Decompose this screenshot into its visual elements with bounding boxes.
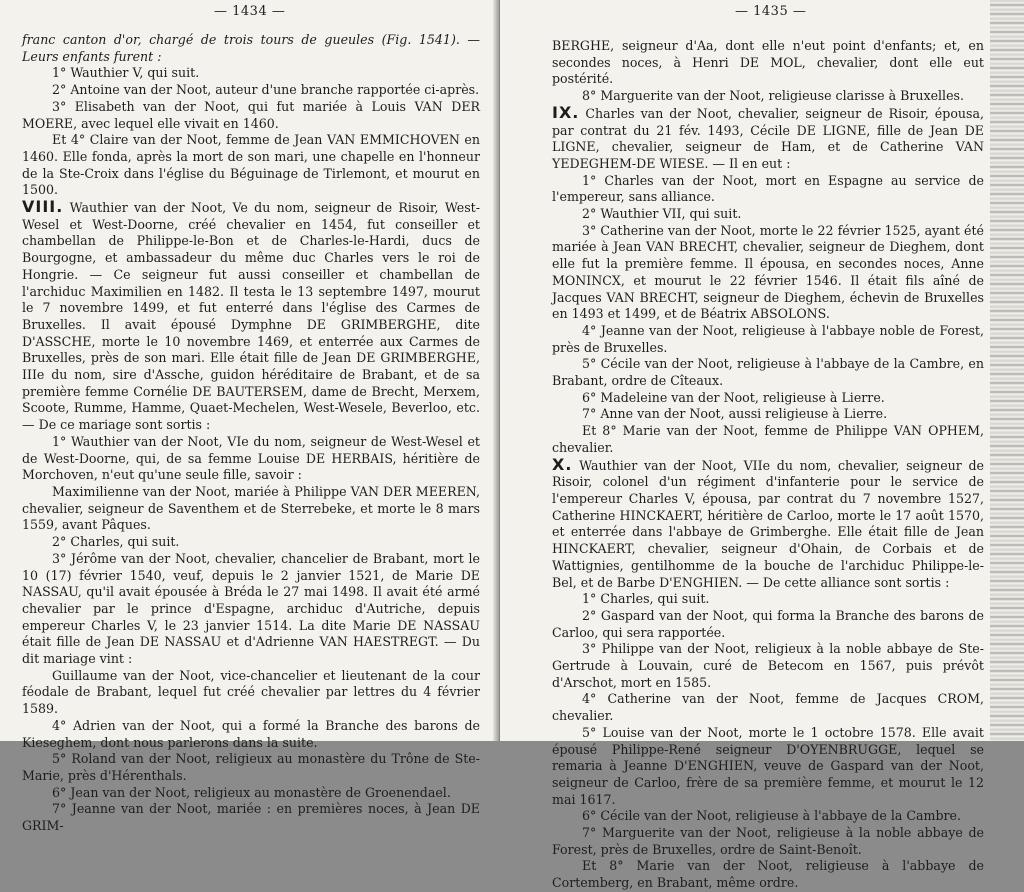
left-page-text [22,32,480,835]
text-line: 3° Philippe van der Noot, religieux à la noble abbaye de Ste-Gertrude à Louvain, curé de Betecom en 1567, puis prévôt d'Arschot, mort en 1585. [552,641,984,690]
text-line: 3° Catherine van der Noot, morte le 22 février 1525, ayant été mariée à Jean VAN BRECHT, chevalier, seigneur de Dieghem, dont elle fut la première femme. Il épousa, en secondes noces, Anne MONINCX, et mourut le 22 février 1546. Il était fils aîné de Jacques VAN BRECHT, seigneur de Dieghem, échevin de Bruxelles en 1493 et 1499, et de Béatrix ABSOLONS. [552,222,984,322]
generation-numeral: VIII. [22,197,64,217]
text-line: 3° Elisabeth van der Noot, qui fut mariée à Louis VAN DER MOERE, avec lequel elle vivait en 1460. [22,98,480,131]
generation-viii-paragraph: VIII. Wauthier van der Noot, Ve du nom, seigneur de Risoir, West-Wesel et West-Doorne, créé chevalier en 1454, fut conseiller et chambellan de Philippe-le-Bon et de Charles-le-Hardi, ducs de Bourgogne, et ambassadeur du même duc Charles vers le roi de Hongrie. — Ce seigneur fut aussi conseiller et chambellan de l'archiduc Maximilien en 1482. Il testa le 13 septembre 1497, mourut le 7 novembre 1499, et fut enterré dans l'église des Carmes de Bruxelles. Il avait épousé Dymphne DE GRIMBERGHE, dite D'ASSCHE, morte le 10 novembre 1469, et enterrée aux Carmes de Bruxelles, près de son mari. Elle était fille de Jean DE GRIMBERGHE, IIIe du nom, sire d'Assche, guidon héréditaire de Brabant, et de sa première femme Cornélie DE BAUTERSEM, dame de Brecht, Merxem, Scoote, Rumme, Hamme, Quaet-Mechelen, West-Wesele, Beverloo, etc. — De ce mariage sont sortis : [22,197,480,433]
text-line: 7° Anne van der Noot, aussi religieuse à Lierre. [582,406,888,422]
text-line: 7° Marguerite van der Noot, religieuse à la noble abbaye de Forest, près de Bruxelles, ordre de Saint-Benoît. [552,825,984,857]
text-line: 2° Gaspard van der Noot, qui forma la Branche des barons de Carloo, qui sera rapportée. [552,607,984,640]
text-line: Maximilienne van der Noot, mariée à Philippe VAN DER MEEREN, chevalier, seigneur de Saventhem et de Sterrebeke, et morte le 8 mars 1559, avant Pâques. [22,483,480,533]
text-line: Et 4° Claire van der Noot, femme de Jean VAN EMMICHOVEN en 1460. Elle fonda, après la mort de son mari, une chapelle en l'honneur de la Ste-Croix dans l'église du Béguinage de Tirlemont, et mourut en 1500. [22,132,480,198]
scan-edge-shadow [990,0,1024,741]
left-page [0,0,498,834]
text-line: 4° Jeanne van der Noot, religieuse à l'abbaye noble de Forest, près de Bruxelles. [552,322,984,355]
left-page-number: — 1434 — [214,4,286,19]
text-line: 2° Wauthier VII, qui suit. [582,206,742,222]
text-line: 1° Charles van der Noot, mort en Espagne au service de l'empereur, sans alliance. [552,172,984,205]
text-line: 5° Roland van der Noot, religieux au monastère du Trône de Ste-Marie, près d'Hérenthals. [22,751,480,783]
text-line: 6° Cécile van der Noot, religieuse à l'abbaye de la Cambre. [582,808,961,824]
text-line: Et 8° Marie van der Noot, femme de Philippe VAN OPHEM, chevalier. [552,423,984,455]
text-line: BERGHE, seigneur d'Aa, dont elle n'eut point d'enfants; et, en secondes noces, à Henri DE MOL, chevalier, dont elle eut postérité. [552,38,984,87]
text-line: 6° Madeleine van der Noot, religieuse à Lierre. [582,389,885,405]
text-line: 8° Marguerite van der Noot, religieuse clarisse à Bruxelles. [582,88,965,104]
text-line: 2° Antoine van der Noot, auteur d'une branche rapportée ci-après. [52,82,480,98]
text-line: 2° Charles, qui suit. [52,534,180,550]
right-page-number: — 1435 — [735,4,807,19]
right-page [500,0,1024,891]
text-line: Et 8° Marie van der Noot, religieuse à l'abbaye de Cortemberg, en Brabant, même ordre. [552,858,984,891]
generation-x-paragraph: X. Wauthier van der Noot, VIIe du nom, chevalier, seigneur de Risoir, colonel d'un régiment d'infanterie pour le service de l'empereur Charles V, épousa, par contrat du 7 novembre 1527, Catherine HINCKAERT, héritière de Carloo, morte le 17 août 1570, et enterrée dans l'abbaye de Grimberghe. Elle était fille de Jean HINCKAERT, chevalier, seigneur d'Ohain, de Corbais et de Wattignies, gentilhomme de la bouche de l'archiduc Philippe-le-Bel, et de Barbe D'ENGHIEN. — De cette alliance sont sortis : [552,454,984,590]
generation-ix-paragraph: IX. Charles van der Noot, chevalier, seigneur de Risoir, épousa, par contrat du 21 fév. 1493, Cécile DE LIGNE, fille de Jean DE LIGNE, chevalier, seigneur de Ham, et de Catherine VAN YEDEGHEM-DE WIESE. — Il en eut : [552,102,984,171]
text-line: 4° Catherine van der Noot, femme de Jacques CROM, chevalier. [552,691,984,724]
text-line: franc canton d'or, chargé de trois tours de gueules (Fig. 1541). — Leurs enfants furent : [22,32,480,64]
text-line: 1° Wauthier van der Noot, VIe du nom, seigneur de West-Wesel et de West-Doorne, qui, de sa femme Louise DE HERBAIS, héritière de Morchoven, n'eut qu'une seule fille, savoir : [22,433,480,483]
text-line: 5° Louise van der Noot, morte le 1 octobre 1578. Elle avait épousé Philippe-René seigneur D'OYENBRUGGE, lequel se remaria à Jeanne D'ENGHIEN, veuve de Gaspard van der Noot, seigneur de Carloo, frère de sa première femme, et mourut le 12 mai 1617. [552,724,984,807]
text-line: 6° Jean van der Noot, religieux au monastère de Groenendael. [52,784,451,800]
text-line: 5° Cécile van der Noot, religieuse à l'abbaye de la Cambre, en Brabant, ordre de Cîteaux. [552,356,984,389]
text-line: 1° Charles, qui suit. [582,591,710,607]
text-line: 3° Jérôme van der Noot, chevalier, chancelier de Brabant, mort le 10 (17) février 1540, veuf, depuis le 2 janvier 1521, de Marie DE NASSAU, qu'il avait épousée à Bréda le 27 mai 1498. Il avait été armé chevalier par le prince d'Espagne, archiduc d'Autriche, depuis empereur Charles V, le 23 janvier 1514. La dite Marie DE NASSAU était fille de Jean DE NASSAU et d'Adrienne VAN HAESTREGT. — Du dit mariage vint : [22,550,480,667]
text-line: 1° Wauthier V, qui suit. [52,65,200,81]
text-line: 7° Jeanne van der Noot, mariée : en premières noces, à Jean DE GRIM- [22,801,480,834]
text-line: 4° Adrien van der Noot, qui a formé la Branche des barons de Kieseghem, dont nous parlerons dans la suite. [22,717,480,750]
right-page-text [552,38,984,892]
generation-numeral: X. [552,454,573,474]
text-line: Guillaume van der Noot, vice-chancelier et lieutenant de la cour féodale de Brabant, lequel fut créé chevalier par lettres du 4 février 1589. [22,667,480,717]
generation-numeral: IX. [552,102,580,122]
